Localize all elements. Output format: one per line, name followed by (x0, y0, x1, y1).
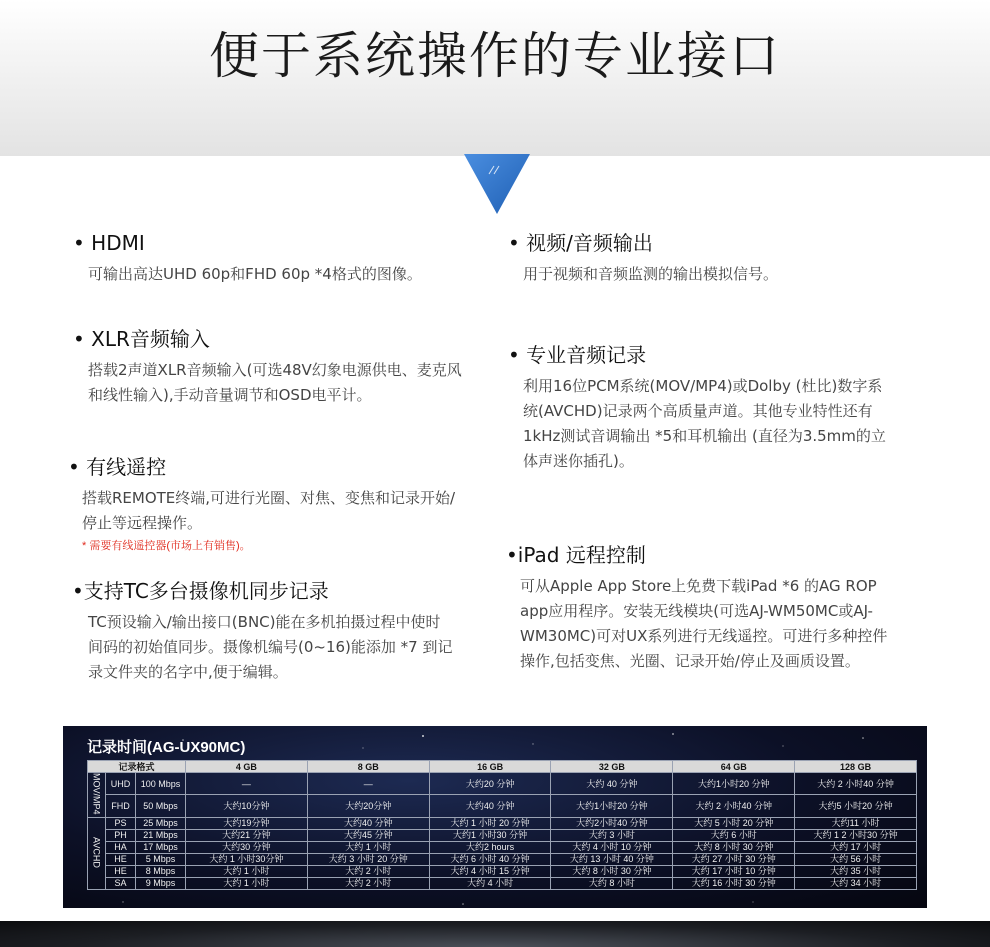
time-cell: 大约 1 小时 (186, 865, 308, 877)
feature-wired-remote (68, 454, 463, 554)
feature-body: 利用16位PCM系统(MOV/MP4)或Dolby (杜比)数字系统(AVCHD)记录两个高质量声道。其他专业特性还有1kHz测试音调输出 *5和耳机输出 (直径为3.5mm的立体声迷你插孔)。 (523, 377, 886, 470)
header-format: 记录格式 (88, 761, 186, 773)
rate-cell: 21 Mbps (136, 829, 186, 841)
page-title: 便于系统操作的专业接口 (209, 27, 781, 85)
time-cell: 大约40 分钟 (307, 817, 429, 829)
time-cell: 大约 16 小时 30 分钟 (673, 877, 795, 889)
feature-pro-audio (508, 342, 898, 474)
feature-title: • 专业音频记录 (508, 343, 647, 367)
feature-title: • HDMI (73, 231, 145, 255)
mode-cell: FHD (106, 795, 136, 817)
time-cell: 大约 1 2 小时30 分钟 (795, 829, 917, 841)
time-cell: 大约 35 小时 (795, 865, 917, 877)
time-cell: 大约10分钟 (186, 795, 308, 817)
header-size: 64 GB (673, 761, 795, 773)
mode-cell: SA (106, 877, 136, 889)
table-row (88, 841, 917, 853)
header-size: 32 GB (551, 761, 673, 773)
feature-title: • 有线遥控 (68, 455, 167, 479)
time-cell: 大约 13 小时 40 分钟 (551, 853, 673, 865)
feature-ipad-remote (506, 542, 898, 674)
header-size: 8 GB (307, 761, 429, 773)
time-cell: 大约1小时20 分钟 (673, 773, 795, 795)
mode-cell: HE (106, 853, 136, 865)
time-cell: 大约2小时40 分钟 (551, 817, 673, 829)
time-cell: 大约 4 小时 10 分钟 (551, 841, 673, 853)
feature-body: 搭载REMOTE终端,可进行光圈、对焦、变焦和记录开始/停止等远程操作。 (82, 489, 456, 532)
bottom-band (0, 921, 990, 947)
table-row (88, 795, 917, 817)
feature-title: • XLR音频输入 (73, 327, 210, 351)
rate-cell: 100 Mbps (136, 773, 186, 795)
time-cell: 大约 1 小时 (307, 841, 429, 853)
chevron-down-icon (464, 154, 530, 214)
time-cell: 大约21 分钟 (186, 829, 308, 841)
time-cell: 大约 8 小时 30 分钟 (551, 865, 673, 877)
time-cell: 大约30 分钟 (186, 841, 308, 853)
feature-xlr-audio (73, 326, 463, 408)
time-cell: 大约 27 小时 30 分钟 (673, 853, 795, 865)
time-cell: 大约5 小时20 分钟 (795, 795, 917, 817)
mode-cell: HE (106, 865, 136, 877)
time-cell: 大约 4 小时 (429, 877, 551, 889)
header-size: 16 GB (429, 761, 551, 773)
time-cell: 大约 3 小时 20 分钟 (307, 853, 429, 865)
rate-cell: 8 Mbps (136, 865, 186, 877)
table-row (88, 773, 917, 795)
time-cell: 大约 6 小时 40 分钟 (429, 853, 551, 865)
mode-cell: HA (106, 841, 136, 853)
time-cell: 大约2 hours (429, 841, 551, 853)
rate-cell: 17 Mbps (136, 841, 186, 853)
feature-title: • 视频/音频输出 (508, 231, 653, 255)
feature-tc-sync (72, 578, 467, 685)
time-cell: 大约 2 小时40 分钟 (673, 795, 795, 817)
mode-cell: PH (106, 829, 136, 841)
table-row (88, 817, 917, 829)
time-cell: 大约 56 小时 (795, 853, 917, 865)
group-label: AVCHD (88, 817, 106, 889)
table-header-row (88, 761, 917, 773)
feature-hdmi (73, 230, 463, 287)
recording-time-panel (63, 726, 927, 908)
feature-body: 可从Apple App Store上免费下载iPad *6 的AG ROP app应用程序。安装无线模块(可选AJ-WM50MC或AJ-WM30MC)可对UX系列进行无线遥控。可进行多种控件操作,包括变焦、光圈、记录开始/停止及画质设置。 (520, 577, 888, 670)
time-cell: 大约19分钟 (186, 817, 308, 829)
time-cell: 大约 17 小时 (795, 841, 917, 853)
table-row (88, 853, 917, 865)
feature-body: 搭载2声道XLR音频输入(可选48V幻象电源供电、麦克风和线性输入),手动音量调节和OSD电平计。 (88, 361, 462, 404)
rate-cell: 25 Mbps (136, 817, 186, 829)
time-cell: — (307, 773, 429, 795)
time-cell: 大约 1 小时 20 分钟 (429, 817, 551, 829)
table-row (88, 829, 917, 841)
feature-title: •iPad 远程控制 (506, 543, 646, 567)
rate-cell: 5 Mbps (136, 853, 186, 865)
feature-body: 可输出高达UHD 60p和FHD 60p *4格式的图像。 (88, 265, 422, 283)
feature-note: * 需要有线遥控器(市场上有销售)。 (82, 540, 251, 552)
time-cell: 大约20分钟 (307, 795, 429, 817)
time-cell: 大约 2 小时 (307, 865, 429, 877)
time-cell: 大约 8 小时 (551, 877, 673, 889)
time-cell: 大约 1 小时 (186, 877, 308, 889)
time-cell: — (186, 773, 308, 795)
time-cell: 大约 6 小时 (673, 829, 795, 841)
table-row (88, 865, 917, 877)
recording-time-table (87, 760, 917, 890)
time-cell: 大约45 分钟 (307, 829, 429, 841)
time-cell: 大约 40 分钟 (551, 773, 673, 795)
time-cell: 大约 2 小时 (307, 877, 429, 889)
time-cell: 大约20 分钟 (429, 773, 551, 795)
time-cell: 大约 8 小时 30 分钟 (673, 841, 795, 853)
time-cell: 大约40 分钟 (429, 795, 551, 817)
group-label: MOV/MP4 (88, 773, 106, 818)
feature-body: TC预设输入/输出接口(BNC)能在多机拍摄过程中使时间码的初始值同步。摄像机编号(0~16)能添加 *7 到记录文件夹的名字中,便于编辑。 (88, 613, 453, 681)
header-size: 4 GB (186, 761, 308, 773)
time-cell: 大约 1 小时30分钟 (186, 853, 308, 865)
time-cell: 大约 17 小时 10 分钟 (673, 865, 795, 877)
table-row (88, 877, 917, 889)
rate-cell: 50 Mbps (136, 795, 186, 817)
header-size: 128 GB (795, 761, 917, 773)
time-cell: 大约 5 小时 20 分钟 (673, 817, 795, 829)
feature-title: •支持TC多台摄像机同步记录 (72, 579, 329, 603)
time-cell: 大约 3 小时 (551, 829, 673, 841)
table-title: 记录时间(AG-UX90MC) (87, 739, 246, 756)
feature-video-audio-output (508, 230, 898, 287)
time-cell: 大约 2 小时40 分钟 (795, 773, 917, 795)
time-cell: 大约11 小时 (795, 817, 917, 829)
mode-cell: UHD (106, 773, 136, 795)
time-cell: 大约1小时20 分钟 (551, 795, 673, 817)
mode-cell: PS (106, 817, 136, 829)
time-cell: 大约1 小时30 分钟 (429, 829, 551, 841)
feature-body: 用于视频和音频监测的输出模拟信号。 (523, 265, 779, 283)
time-cell: 大约 34 小时 (795, 877, 917, 889)
rate-cell: 9 Mbps (136, 877, 186, 889)
time-cell: 大约 4 小时 15 分钟 (429, 865, 551, 877)
